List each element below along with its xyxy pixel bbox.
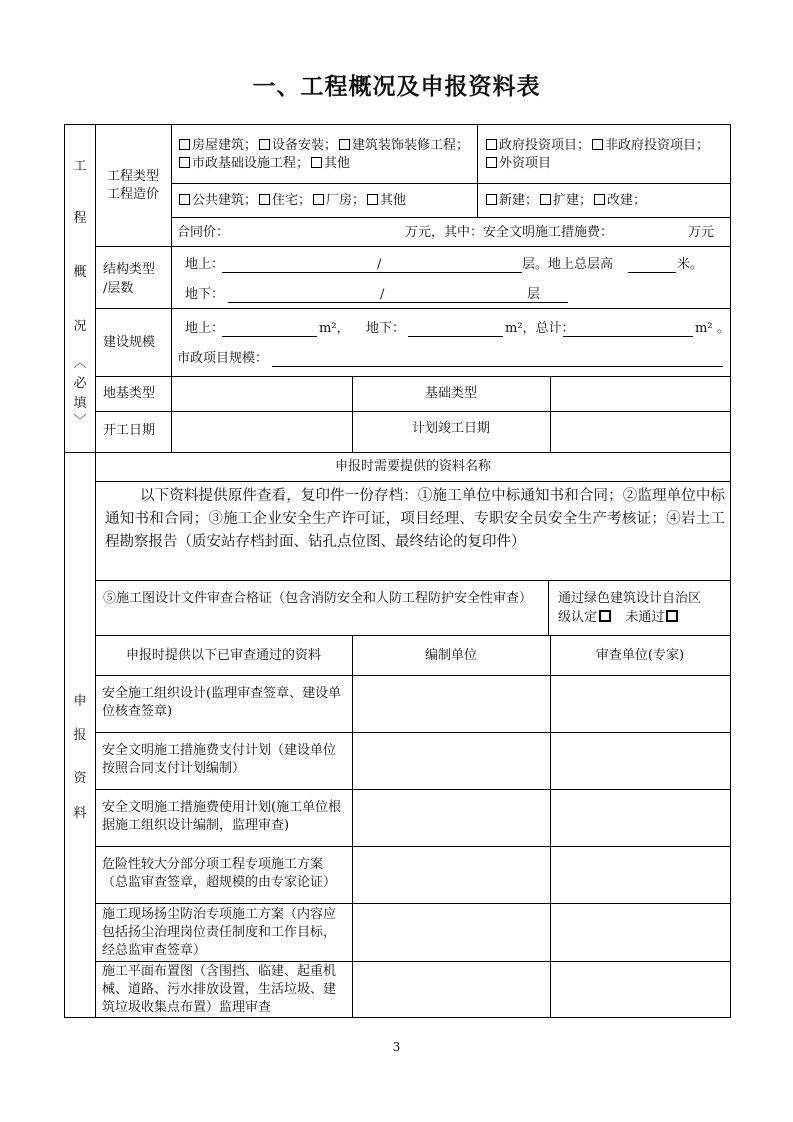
construction-nature-options: 新建； 扩建； 改建； (484, 192, 646, 210)
required-note-char-1: 必 (73, 376, 87, 391)
materials-char-1: 申 (73, 694, 87, 709)
required-note-char-2: 填 (73, 396, 87, 411)
building-use-options: 公共建筑； 住宅； 厂房； 其他 (177, 192, 406, 210)
checkbox-green-passed[interactable] (599, 610, 611, 622)
checkbox-other-2[interactable] (367, 194, 378, 205)
table-border-right (730, 124, 731, 1018)
completion-date-label: 计划竣工日期 (411, 421, 490, 436)
materials-char-4: 料 (73, 806, 87, 821)
start-date-label: 开工日期 (103, 423, 156, 438)
overview-char-2: 程 (73, 211, 87, 226)
type-options-line-1: 房屋建筑； 设备安装； 建筑装饰装修工程； (177, 137, 469, 155)
total-height-blank[interactable] (628, 272, 676, 273)
area-above-unit: m²， (319, 321, 350, 336)
col-header-preparer: 编制单位 (424, 648, 477, 663)
contract-price-label: 合同价： (177, 225, 230, 240)
type-options-line-2: 市政基础设施工程； 其他 (177, 155, 350, 173)
checkbox-gov-invest[interactable] (486, 139, 497, 150)
checkbox-factory[interactable] (313, 194, 324, 205)
checkbox-other-1[interactable] (311, 157, 322, 168)
table-border-bottom (64, 1017, 731, 1018)
checkbox-foreign-invest[interactable] (486, 157, 497, 168)
table-border-top (64, 124, 731, 125)
green-building-options: 级认定 未通过 (558, 609, 680, 627)
doc-item-3: 安全文明施工措施费使用计划(施工单位根据施工组织设计编制，监理审查) (102, 800, 342, 833)
doc-item-1: 安全施工组织设计(监理审查签章、建设单位核查签章) (102, 686, 342, 719)
page-number: 3 (392, 1040, 401, 1054)
structure-type-label: 结构类型 (103, 262, 156, 277)
area-total-label: m²，总计： (505, 321, 575, 336)
above-ground-blank[interactable] (222, 272, 522, 273)
checkbox-equipment[interactable] (259, 139, 270, 150)
drawing-review-cert-text: ⑤施工图设计文件审查合格证（包含消防安全和人防工程防护安全性审查） (103, 591, 533, 606)
checkbox-new-build[interactable] (486, 194, 497, 205)
overview-char-3: 概 (73, 265, 87, 280)
base-type-label: 基础类型 (424, 386, 477, 401)
project-cost-label: 工程造价 (107, 187, 160, 202)
checkbox-non-gov-invest[interactable] (592, 139, 603, 150)
doc-item-6: 施工平面布置图（含围挡、临建、起重机械、道路、污水排放设置，生活垃圾、建筑垃圾收集点布置）监理审查 (102, 964, 337, 1015)
safety-fee-unit: 万元 (688, 225, 715, 240)
checkbox-public-building[interactable] (179, 194, 190, 205)
required-note-open: ︿ (73, 356, 87, 371)
area-below-label: 地下： (366, 321, 406, 336)
municipal-scale-label: 市政项目规模： (177, 351, 269, 366)
doc-item-4: 危险性较大分部分项工程专项施工方案（总监审查签章，超规模的由专家论证） (102, 857, 337, 890)
above-slash: / (377, 257, 382, 272)
green-building-text: 通过绿色建筑设计自治区 (558, 591, 702, 606)
below-floors-unit: 层 (527, 287, 541, 302)
materials-char-3: 资 (73, 771, 87, 786)
area-above-label: 地上： (185, 321, 225, 336)
page-title: 一、工程概况及申报资料表 (252, 74, 541, 100)
checkbox-residential[interactable] (259, 194, 270, 205)
col-header-documents: 申报时提供以下已审查通过的资料 (125, 648, 321, 663)
checkbox-housing[interactable] (179, 139, 190, 150)
investment-options-line-2: 外资项目 (484, 155, 551, 173)
doc-item-5: 施工现场扬尘防治专项施工方案（内容应包括扬尘治理岗位责任制度和工作目标，经总监审查签章） (102, 907, 337, 958)
total-height-label: 层。地上总层高 (522, 257, 614, 272)
area-above-blank[interactable] (222, 336, 317, 337)
overview-char-1: 工 (73, 159, 87, 174)
checkbox-decoration[interactable] (339, 139, 350, 150)
below-ground-label: 地下： (185, 287, 225, 302)
floor-count-label: /层数 (103, 281, 134, 296)
safety-fee-label: 万元，其中：安全文明施工措施费： (405, 225, 614, 240)
area-below-blank[interactable] (408, 336, 503, 337)
scale-label: 建设规模 (103, 335, 156, 350)
area-total-blank[interactable] (563, 336, 693, 337)
below-slash: / (380, 287, 385, 302)
required-note-close: ﹀ (73, 414, 87, 429)
area-total-unit: m² (695, 321, 713, 336)
section-column-divider (95, 124, 96, 1018)
checkbox-municipal[interactable] (179, 157, 190, 168)
below-ground-blank[interactable] (228, 302, 568, 303)
above-ground-label: 地上： (185, 257, 225, 272)
checkbox-extension[interactable] (540, 194, 551, 205)
originals-requirement-text: 以下资料提供原件查看，复印件一份存档：①施工单位中标通知书和合同；②监理单位中标通知书和合同；③施工企业安全生产许可证，项目经理、专职安全员安全生产考核证；④岩土工程勘察报告（质安站存档封面、钻孔点位图、最终结论的复印件） (105, 488, 725, 550)
municipal-scale-blank[interactable] (272, 366, 723, 367)
investment-options-line-1: 政府投资项目； 非政府投资项目； (484, 137, 709, 155)
materials-char-2: 报 (73, 728, 87, 743)
table-border-left (64, 124, 65, 1018)
label-column-divider (171, 124, 172, 453)
col-header-reviewer: 审查单位(专家) (595, 648, 685, 663)
foundation-type-label: 地基类型 (103, 386, 156, 401)
meters-unit: 米。 (677, 257, 704, 272)
doc-item-2: 安全文明施工措施费支付计划（建设单位按照合同支付计划编制） (102, 743, 337, 776)
materials-header: 申报时需要提供的资料名称 (334, 459, 491, 474)
checkbox-renovation[interactable] (594, 194, 605, 205)
checkbox-green-not-passed[interactable] (666, 610, 678, 622)
area-period: 。 (717, 321, 731, 336)
project-type-label: 工程类型 (107, 169, 160, 184)
overview-char-4: 况 (73, 319, 87, 334)
